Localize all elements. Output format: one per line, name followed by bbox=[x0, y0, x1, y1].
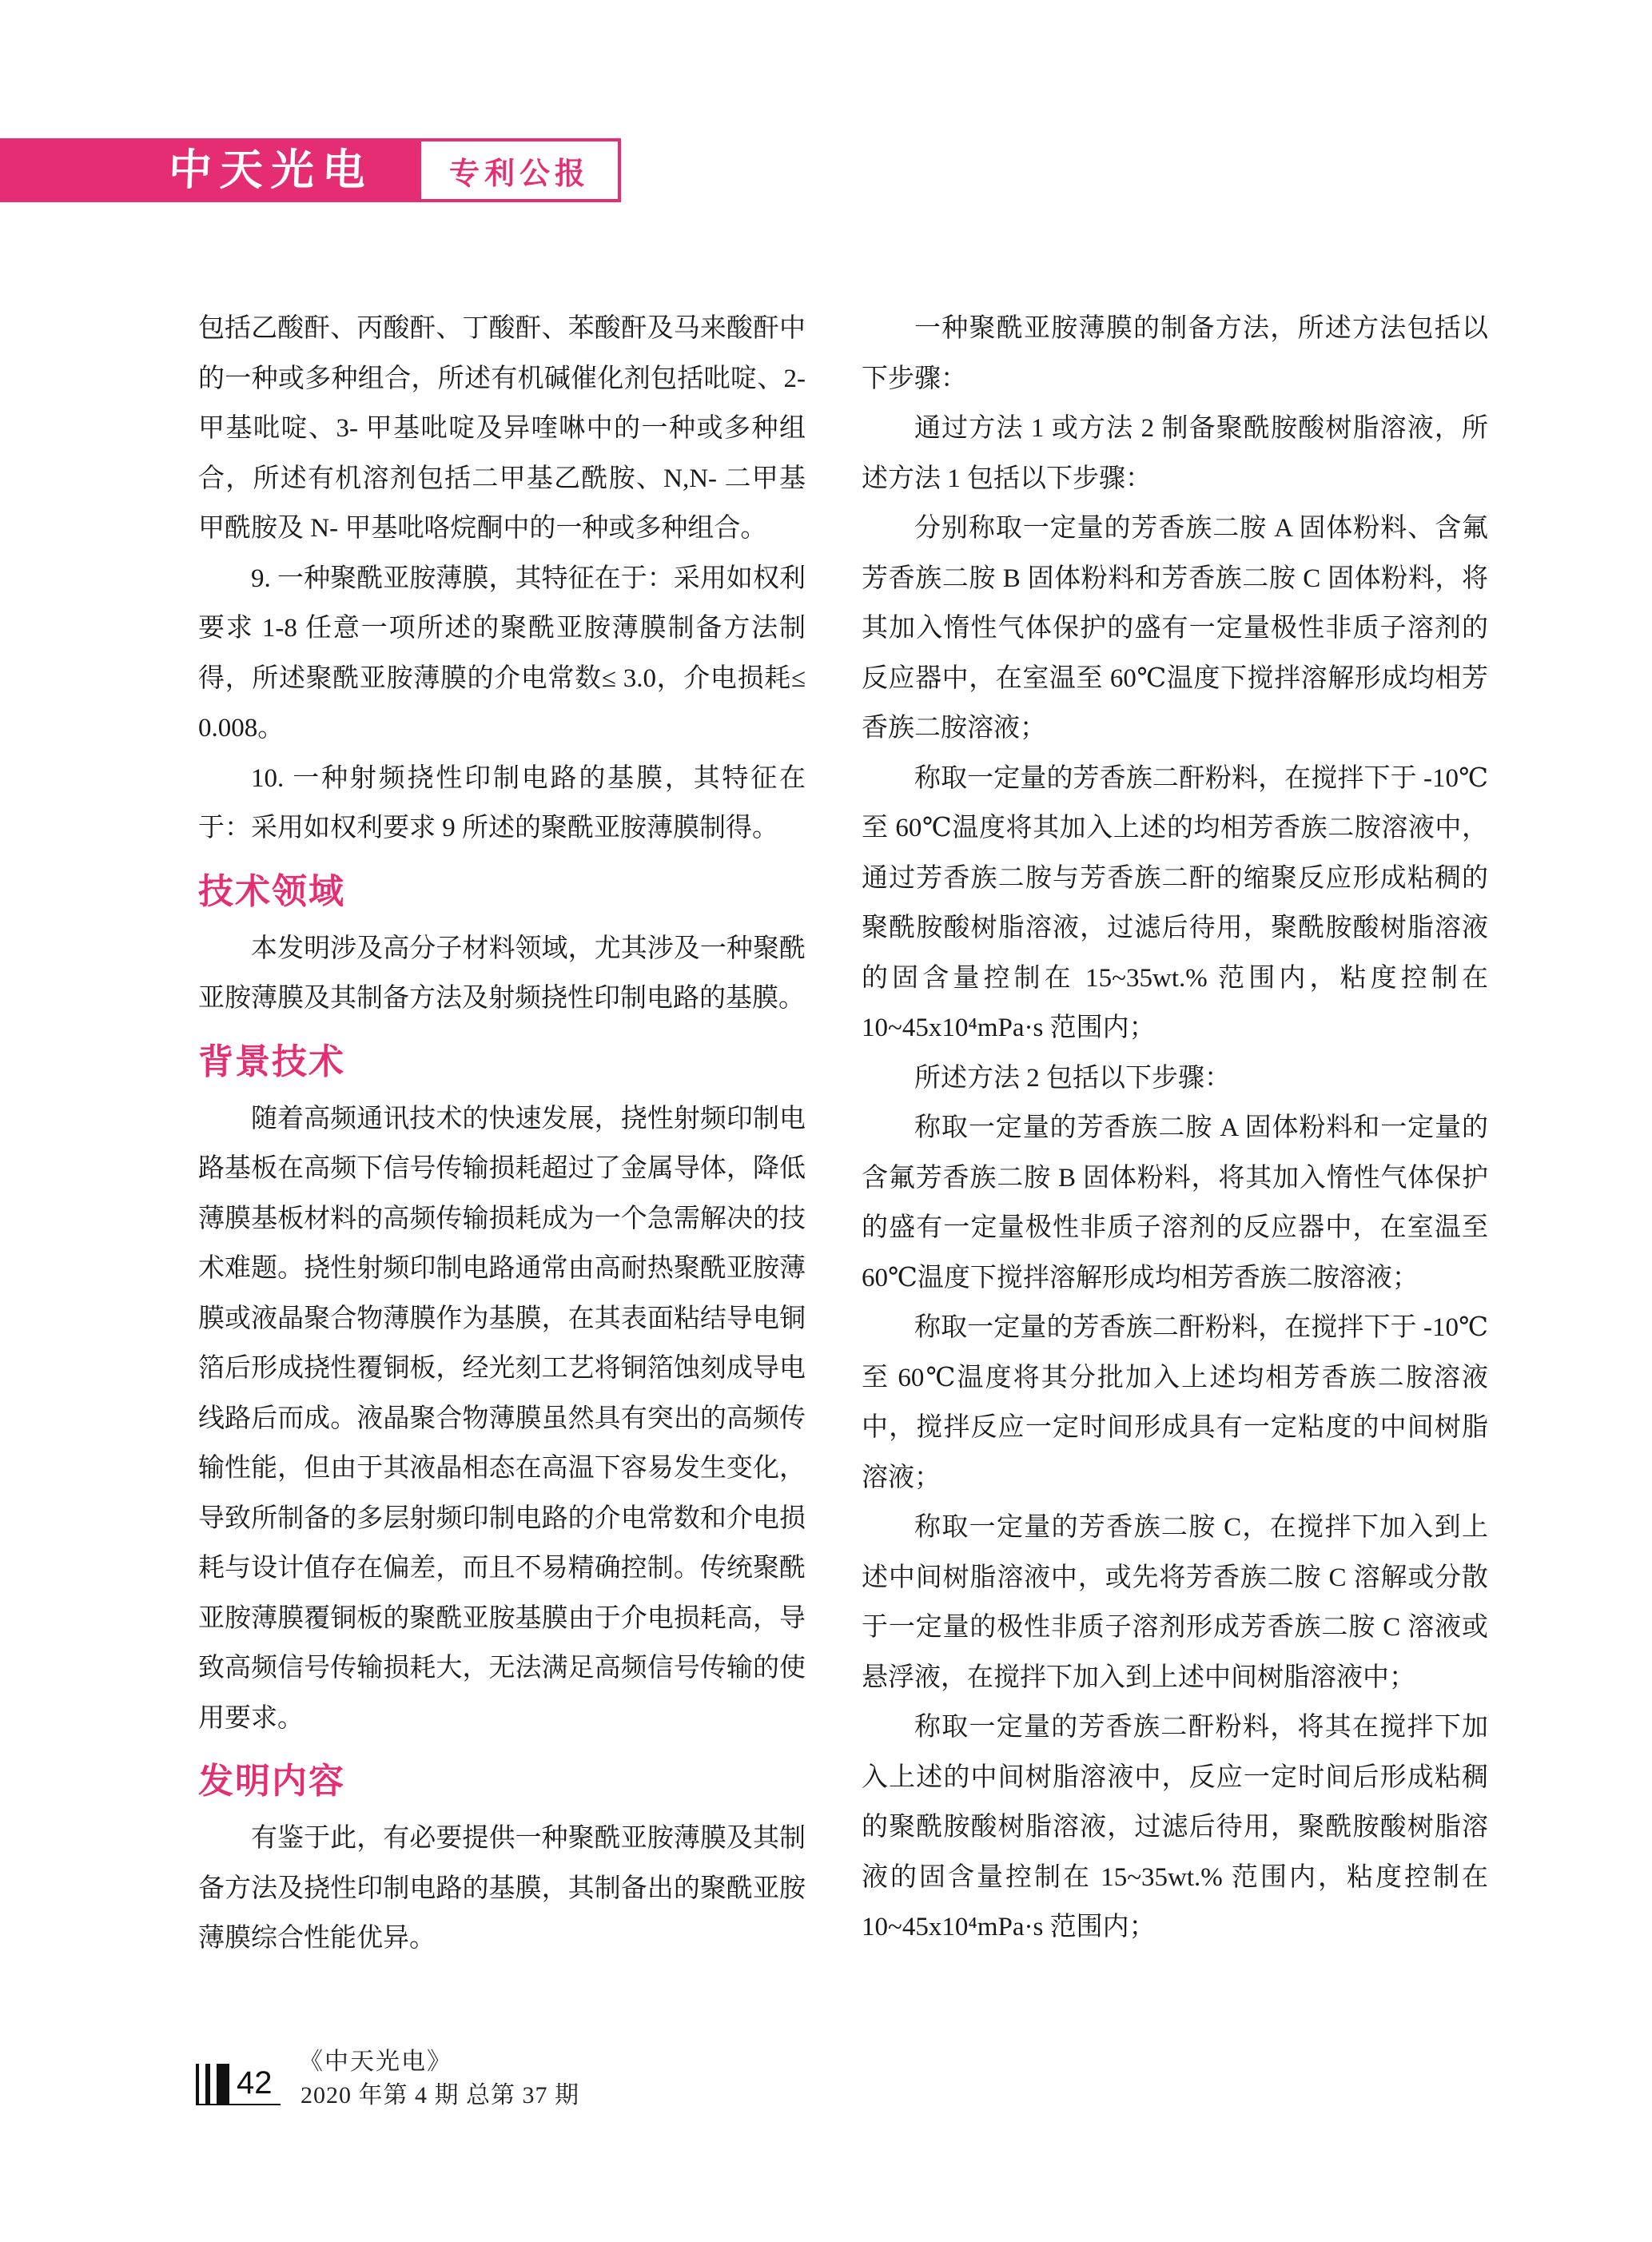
footer-rule bbox=[196, 2104, 281, 2105]
method2-intro-paragraph: 所述方法 2 包括以下步骤： bbox=[914, 1063, 1231, 1093]
method1-intro-paragraph: 通过方法 1 或方法 2 制备聚酰胺酸树脂溶液，所述方法 1 包括以下步骤： bbox=[862, 414, 1488, 493]
right-column bbox=[862, 304, 1488, 1953]
background-art-paragraph: 随着高频通讯技术的快速发展，挠性射频印制电路基板在高频下信号传输损耗超过了金属导体，降低薄膜基板材料的高频传输损耗成为一个急需解决的技术难题。挠性射频印制电路通常由高耐热聚酰亚胺薄膜或液晶聚合物薄膜作为基膜，在其表面粘结导电铜箔后形成挠性覆铜板，经光刻工艺将铜箔蚀刻成导电线路后而成。液晶聚合物薄膜虽然具有突出的高频传输性能，但由于其液晶相态在高温下容易发生变化，导致所制备的多层射频印制电路的介电常数和介电损耗与设计值存在偏差，而且不易精确控制。传统聚酰亚胺薄膜覆铜板的聚酰亚胺基膜由于介电损耗高，导致高频信号传输损耗大，无法满足高频信号传输的使用要求。 bbox=[198, 1104, 806, 1733]
brand-logo: 中天光电 bbox=[167, 146, 375, 194]
method2-step1-paragraph: 称取一定量的芳香族二胺 A 固体粉料和一定量的含氟芳香族二胺 B 固体粉料，将其加入惰性气体保护的盛有一定量极性非质子溶剂的反应器中，在室温至 60℃温度下搅拌溶解形成均相芳香族二胺溶液； bbox=[862, 1113, 1488, 1292]
method2-step3-paragraph: 称取一定量的芳香族二胺 C，在搅拌下加入到上述中间树脂溶液中，或先将芳香族二胺 C 溶解或分散于一定量的极性非质子溶剂形成芳香族二胺 C 溶液或悬浮液，在搅拌下加入到上述中间树脂溶液中； bbox=[862, 1513, 1488, 1692]
header-brand-bar bbox=[0, 138, 418, 202]
claim-10-paragraph: 10. 一种射频挠性印制电路的基膜，其特征在于：采用如权利要求 9 所述的聚酰亚胺薄膜制得。 bbox=[198, 763, 806, 842]
method2-step2-paragraph: 称取一定量的芳香族二酐粉料，在搅拌下于 -10℃至 60℃温度将其分批加入上述均相芳香族二胺溶液中，搅拌反应一定时间形成具有一定粘度的中间树脂溶液； bbox=[862, 1313, 1488, 1492]
journal-name: 《中天光电》 bbox=[299, 2049, 452, 2075]
summary-paragraph: 有鉴于此，有必要提供一种聚酰亚胺薄膜及其制备方法及挠性印制电路的基膜，其制备出的聚酰亚胺薄膜综合性能优异。 bbox=[198, 1824, 806, 1953]
method1-step1-paragraph: 分别称取一定量的芳香族二胺 A 固体粉料、含氟芳香族二胺 B 固体粉料和芳香族二胺 C 固体粉料，将其加入惰性气体保护的盛有一定量极性非质子溶剂的反应器中，在室温至 60℃温度下搅拌溶解形成均相芳香族二胺溶液； bbox=[862, 514, 1488, 743]
technical-field-paragraph: 本发明涉及高分子材料领域，尤其涉及一种聚酰亚胺薄膜及其制备方法及射频挠性印制电路的基膜。 bbox=[198, 934, 806, 1013]
page-number: 42 bbox=[237, 2065, 273, 2101]
method-intro-paragraph: 一种聚酰亚胺薄膜的制备方法，所述方法包括以下步骤： bbox=[862, 314, 1488, 393]
patent-gazette-badge-label: 专利公报 bbox=[448, 157, 590, 191]
method2-step4-paragraph: 称取一定量的芳香族二酐粉料，将其在搅拌下加入上述的中间树脂溶液中，反应一定时间后形成粘稠的聚酰胺酸树脂溶液，过滤后待用，聚酰胺酸树脂溶液的固含量控制在 15~35wt.% 范围内，粘度控制在 10~45x10⁴mPa·s 范围内； bbox=[862, 1713, 1488, 1941]
left-column bbox=[198, 304, 806, 1964]
method1-step2-paragraph: 称取一定量的芳香族二酐粉料，在搅拌下于 -10℃至 60℃温度将其加入上述的均相芳香族二胺溶液中，通过芳香族二胺与芳香族二酐的缩聚反应形成粘稠的聚酰胺酸树脂溶液，过滤后待用，聚酰胺酸树脂溶液的固含量控制在 15~35wt.% 范围内，粘度控制在 10~45x10⁴mPa·s 范围内； bbox=[862, 763, 1488, 1042]
page-marker-bars-icon bbox=[196, 2064, 229, 2104]
patent-gazette-badge bbox=[418, 138, 621, 202]
section-title-technical-field: 技术领域 bbox=[198, 871, 345, 911]
section-title-background-art: 背景技术 bbox=[198, 1041, 345, 1081]
issue-info: 2020 年第 4 期 总第 37 期 bbox=[301, 2082, 579, 2109]
claim-9-paragraph: 9. 一种聚酰亚胺薄膜，其特征在于：采用如权利要求 1-8 任意一项所述的聚酰亚胺薄膜制备方法制得，所述聚酰亚胺薄膜的介电常数≤ 3.0，介电损耗≤ 0.008。 bbox=[198, 563, 806, 743]
claims-continuation-paragraph: 包括乙酸酐、丙酸酐、丁酸酐、苯酸酐及马来酸酐中的一种或多种组合，所述有机碱催化剂包括吡啶、2- 甲基吡啶、3- 甲基吡啶及异喹啉中的一种或多种组合，所述有机溶剂包括二甲基乙酰胺、N,N- 二甲基甲酰胺及 N- 甲基吡咯烷酮中的一种或多种组合。 bbox=[198, 314, 806, 543]
section-title-summary-of-invention: 发明内容 bbox=[198, 1762, 345, 1801]
